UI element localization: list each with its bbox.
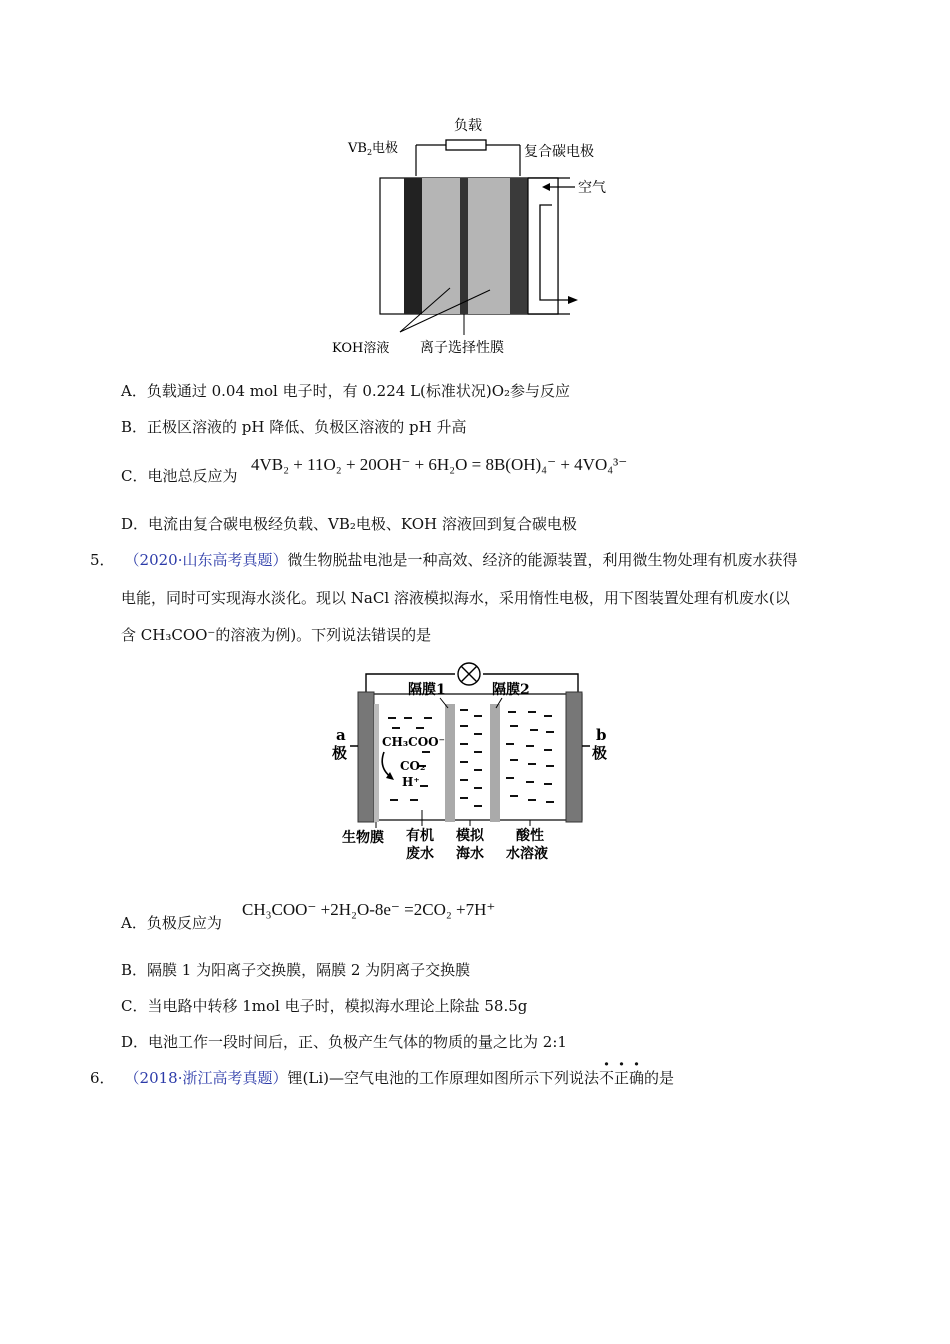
q6-source: （2018·浙江高考真题） [124,1069,288,1087]
q6-emph-1: 不 [598,1069,614,1087]
q4-option-b: B．正极区溶液的 pH 降低、负极区溶液的 pH 升高 [121,418,467,436]
q4-option-a: A．负载通过 0.04 mol 电子时，有 0.224 L(标准状况)O₂参与反应 [121,382,571,400]
a-pole: 极 [332,744,348,762]
b-label: b [596,726,607,744]
sea-label-2: 海水 [456,846,484,862]
ion-membrane [460,178,468,314]
air-chamber [528,178,558,314]
koh-label: KOH溶液 [332,341,390,356]
q5-stem1: 微生物脱盐电池是一种高效、经济的能源装置，利用微生物处理有机废水获得 [287,551,798,569]
composite-carbon-label: 复合碳电极 [524,144,594,160]
q6-stem [90,1068,674,1088]
hplus-label: H⁺ [402,775,420,789]
q5-stem-line2: 电能，同时可实现海水淡化。现以 NaCl 溶液模拟海水，采用惰性电极，用下图装置处理有机废水(以 [121,589,790,607]
koh-left [422,178,460,314]
air-label: 空气 [578,180,606,196]
membrane-2 [490,704,500,822]
q4-option-c-prefix: C．电池总反应为 [121,467,238,485]
q6-emph-3: 确 [629,1069,645,1087]
q5-source: （2020·山东高考真题） [124,551,288,569]
q5-stem-line1 [90,550,798,570]
q5-stem-line3: 含 CH₃COO⁻的溶液为例)。下列说法错误的是 [121,626,432,644]
q6-stem-pre: 锂(Li)—空气电池的工作原理如图所示下列说法 [287,1069,599,1087]
q6-emph-2: 正 [613,1069,629,1087]
membrane-1 [445,704,455,822]
composite-electrode [510,178,528,314]
b-pole: 极 [592,744,608,762]
q5-option-a-formula: CH₃COO⁻ +2H₂O-8e⁻ =2CO₂ +7H⁺ [242,900,496,919]
q5-number: 5． [90,551,115,569]
q4-option-d: D．电流由复合碳电极经负载、VB₂电极、KOH 溶液回到复合碳电极 [121,515,577,533]
koh-right [468,178,510,314]
acid-label-2: 水溶液 [506,846,548,862]
membrane1-label: 隔膜1 [408,682,446,698]
membrane2-label: 隔膜2 [492,682,530,698]
q4-option-c-formula: 4VB₂ + 11O₂ + 20OH⁻ + 6H₂O = 8B(OH)₄⁻ + 4VO₄³⁻ [251,455,628,474]
q5-option-c: C．当电路中转移 1mol 电子时，模拟海水理论上除盐 58.5g [121,997,528,1015]
ch3coo-label: CH₃COO⁻ [382,735,445,749]
biofilm [374,704,379,822]
load-label: 负载 [454,118,482,134]
figure-desalination-cell [330,660,620,870]
figure-vb2-battery [330,110,630,360]
q6-stem-post: 的是 [644,1069,675,1087]
sea-label-1: 模拟 [456,828,484,844]
vb2-label: $VB_2$电极 [348,141,399,157]
load-resistor [446,140,486,150]
biofilm-label: 生物膜 [342,830,384,846]
q6-number: 6． [90,1069,115,1087]
membrane-label: 离子选择性膜 [420,340,504,356]
vb2-electrode [404,178,422,314]
organic-label-1: 有机 [406,828,434,844]
electrode-b [566,692,582,822]
q5-option-d: D．电池工作一段时间后，正、负极产生气体的物质的量之比为 2:1 [121,1033,567,1051]
co2-label: CO₂ [400,759,426,773]
a-label: a [336,726,346,744]
electrode-a [358,692,374,822]
q5-option-a-prefix: A．负极反应为 [121,914,222,932]
organic-label-2: 废水 [406,846,434,862]
acid-label-1: 酸性 [516,828,544,844]
q5-option-b: B．隔膜 1 为阳离子交换膜，隔膜 2 为阴离子交换膜 [121,961,471,979]
